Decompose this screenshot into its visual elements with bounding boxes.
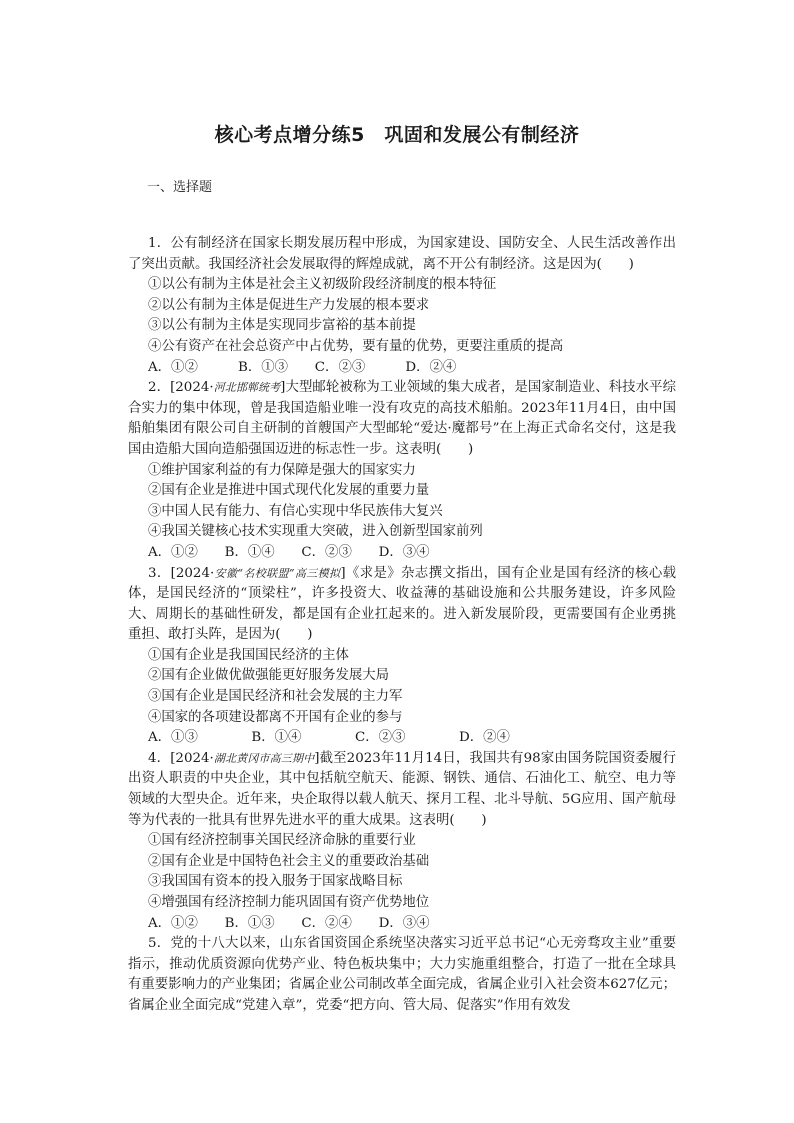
option-statement: ①国有经济控制事关国民经济命脉的重要行业: [148, 833, 416, 849]
option-statement: ③以公有制为主体是实现同步富裕的基本前提: [148, 318, 416, 334]
option-statement: ②以公有制为主体是促进生产力发展的根本要求: [148, 297, 430, 313]
answer-choices: A．①② B．①③ C．②③ D．②④: [148, 359, 457, 375]
question-stem: [128, 749, 676, 831]
question-list: [128, 234, 676, 1017]
question-2: [128, 378, 676, 563]
option-statement: ①国有企业是我国国民经济的主体: [148, 647, 349, 663]
option-statement: ①以公有制为主体是社会主义初级阶段经济制度的根本特征: [148, 277, 497, 293]
question-stem: [128, 378, 676, 460]
option-statement: ③我国国有资本的投入服务于国家战略目标: [148, 874, 403, 890]
question-stem: [128, 564, 676, 646]
question-5: [128, 934, 676, 1016]
question-text: 1．公有制经济在国家长期发展历程中形成，为国家建设、国防安全、人民生活改善作出了突出贡献。我国经济社会发展取得的辉煌成就，离不开公有制经济。这是因为( ): [128, 236, 676, 272]
question-number: 3．[2024·: [148, 565, 215, 581]
option-statement: ④公有资产在社会总资产中占优势，要有量的优势，更要注重质的提高: [148, 338, 564, 354]
question-number: 4．[2024·: [148, 750, 214, 766]
question-text: ]截至2023年11月14日，我国共有98家由国务院国资委履行出资人职责的中央企业，其中包括航空航天、能源、钢铁、通信、石油化工、航空、电力等领域的大型央企。近年来，央企取得以载人航天、探月工程、北斗导航、5G应用、国产航母等为代表的一批具有世界先进水平的重大成果。这表明( ): [128, 750, 676, 828]
option-statement: ③中国人民有能力、有信心实现中华民族伟大复兴: [148, 503, 443, 519]
option-statement: ②国有企业做优做强能更好服务发展大局: [148, 668, 390, 684]
option-statement: ④增强国有经济控制力能巩固国有资产优势地位: [148, 895, 430, 910]
question-source: 湖北黄冈市高三期中: [213, 751, 315, 765]
question-source: 安徽“名校联盟”高三模拟: [214, 566, 341, 580]
question-1: [128, 234, 676, 378]
question-number: 2．[2024·: [148, 380, 214, 396]
section-heading: 一、选择题: [147, 180, 213, 195]
answer-choices: A．①② B．①④ C．②③ D．③④: [148, 544, 430, 560]
page-title: 核心考点增分练5 巩固和发展公有制经济: [214, 124, 580, 146]
option-statement: ②国有企业是推进中国式现代化发展的重要力量: [148, 483, 430, 499]
question-text: ]大型邮轮被称为工业领域的集大成者，是国家制造业、科技水平综合实力的集中体现，曾是我国造船业唯一没有攻克的高技术船舶。2023年11月4日，由中国船舶集团有限公司自主研制的首艘国产大型邮轮“爱达·魔都号”在上海正式命名交付，这是我国由造船大国向造船强国迈进的标志性一步。这表明( ): [128, 380, 676, 457]
option-statement: ④国家的各项建设都离不开国有企业的参与: [148, 709, 403, 725]
question-stem: [128, 234, 676, 275]
question-text: 5．党的十八大以来，山东省国资国企系统坚决落实习近平总书记“心无旁骛攻主业”重要指示，推动优质资源向优势产业、特色板块集中；大力实施重组整合，打造了一批在全球具有重要影响力的产业集团；省属企业公司制改革全面完成，省属企业引入社会资本627亿元；省属企业全面完成“党建入章”，党委“把方向、管大局、促落实”作用有效发: [128, 936, 676, 1013]
answer-choices: A．①③ B．①④ C．②③ D．②④: [148, 730, 510, 746]
question-text: ]《求是》杂志撰文指出，国有企业是国有经济的核心载体，是国民经济的“顶梁柱”，许多投资大、收益薄的基础设施和公共服务建设，许多风险大、周期长的基础性研发，都是国有企业扛起来的。进入新发展阶段，更需要国有企业勇挑重担、敢打头阵，是因为( ): [128, 565, 676, 643]
option-statement: ④我国关键核心技术实现重大突破，进入创新型国家前列: [148, 524, 483, 540]
option-statement: ①维护国家利益的有力保障是强大的国家实力: [148, 462, 416, 478]
answer-choices: A．①② B．①③ C．②④ D．③④: [148, 915, 430, 931]
question-4: [128, 749, 676, 934]
question-source: 河北邯郸统考: [213, 381, 281, 395]
question-3: [128, 564, 676, 749]
option-statement: ②国有企业是中国特色社会主义的重要政治基础: [148, 853, 430, 869]
question-stem: [128, 934, 676, 1016]
option-statement: ③国有企业是国民经济和社会发展的主力军: [148, 689, 403, 705]
